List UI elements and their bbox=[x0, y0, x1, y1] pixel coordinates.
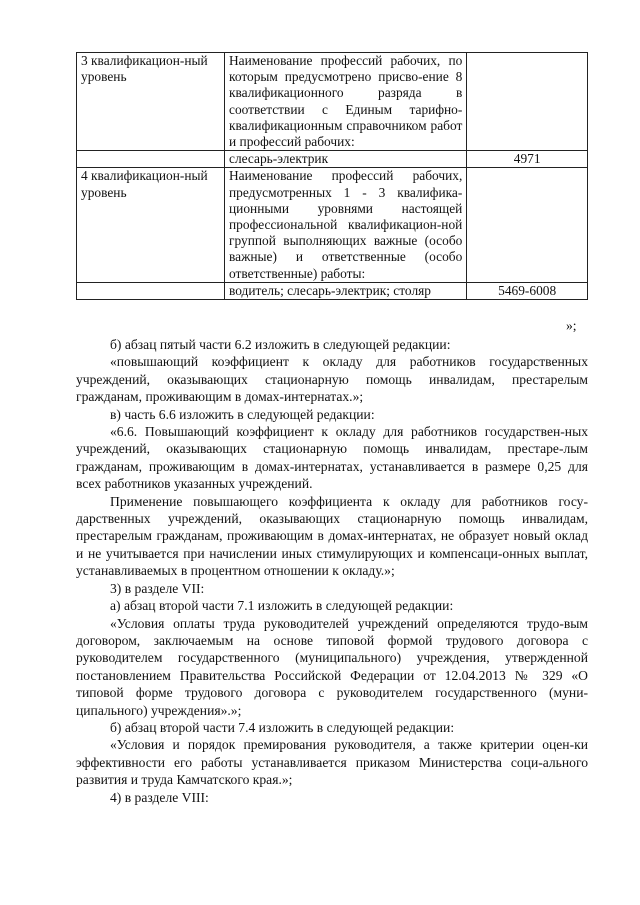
level-cell bbox=[77, 282, 225, 299]
paragraph: б) абзац пятый части 6.2 изложить в следующей редакции: bbox=[110, 337, 451, 352]
paragraph: «повышающий коэффициент к окладу для работников государственных учреждений, оказывающих стационарную помощь инвалидам, престарелым гражданам, проживающим в домах-интернатах.»; bbox=[76, 354, 588, 405]
paragraph: Применение повышающего коэффициента к окладу для работников госу-дарственных учреждений, оказывающих стационарную помощь инвалидам, престарелым гражданам, проживающим в домах-интернатах, не образует новый оклад и не учитывается при начислении иных стимулирующих и компенсаци-онных выплат, устанавливаемых в процентном отношении к окладу.»; bbox=[76, 493, 588, 579]
body-text bbox=[76, 336, 588, 806]
code-cell bbox=[467, 53, 588, 151]
paragraph: б) абзац второй части 7.4 изложить в следующей редакции: bbox=[110, 719, 455, 735]
paragraph: а) абзац второй части 7.1 изложить в следующей редакции: bbox=[110, 598, 454, 614]
code-cell: 4971 bbox=[467, 151, 588, 168]
description-cell: Наименование профессий рабочих, предусмотренных 1 - 3 квалифика-ционными уровнями настоящей профессиональной квалификацион-ной группой выполняющих важные (особо важные) и ответственные (особо ответственные) работы: bbox=[225, 168, 467, 282]
table-row bbox=[77, 151, 588, 168]
description-cell: водитель; слесарь-электрик; столяр bbox=[225, 282, 467, 299]
paragraph: 4) в разделе VIII: bbox=[110, 789, 209, 805]
code-cell bbox=[467, 168, 588, 282]
description-cell: слесарь-электрик bbox=[225, 151, 467, 168]
paragraph: «6.6. Повышающий коэффициент к окладу для работников государствен-ных учреждений, оказывающих стационарную помощь инвалидам, престаре-лым гражданам, проживающим в домах-интернатах, устанавливается в размере 0,25 для всех работников указанных учреждений. bbox=[76, 424, 588, 492]
paragraph: 3) в разделе VII: bbox=[110, 580, 205, 596]
paragraph: «Условия и порядок премирования руководителя, а также критерии оцен-ки эффективности его работы устанавливается приказом Министерства соци-ального развития и труда Камчатского края.»; bbox=[76, 737, 588, 788]
level-cell: 3 квалификацион-ный уровень bbox=[77, 53, 225, 151]
table-closing-quote: »; bbox=[566, 318, 577, 333]
qualification-table bbox=[76, 52, 588, 300]
table-row bbox=[77, 53, 588, 151]
code-cell: 5469-6008 bbox=[467, 282, 588, 299]
paragraph: в) часть 6.6 изложить в следующей редакции: bbox=[110, 406, 375, 422]
level-cell bbox=[77, 151, 225, 168]
paragraph: «Условия оплаты труда руководителей учреждений определяются трудо-вым договором, заключаемым на основе типовой формой трудового договора с руководителем государственного (муниципального) учреждения, утвержденной постановлением Правительства Российской Федерации от 12.04.2013 № 329 «О типовой форме трудового договора с руководителем государственного (муни-ципального) учреждения».»; bbox=[76, 615, 588, 718]
table-row bbox=[77, 168, 588, 282]
table-row bbox=[77, 282, 588, 299]
description-cell: Наименование профессий рабочих, по которым предусмотрено присво-ение 8 квалификационного разряда в соответствии с Единым тарифно-квалификационным справочником работ и профессий рабочих: bbox=[225, 53, 467, 151]
level-cell: 4 квалификацион-ный уровень bbox=[77, 168, 225, 282]
